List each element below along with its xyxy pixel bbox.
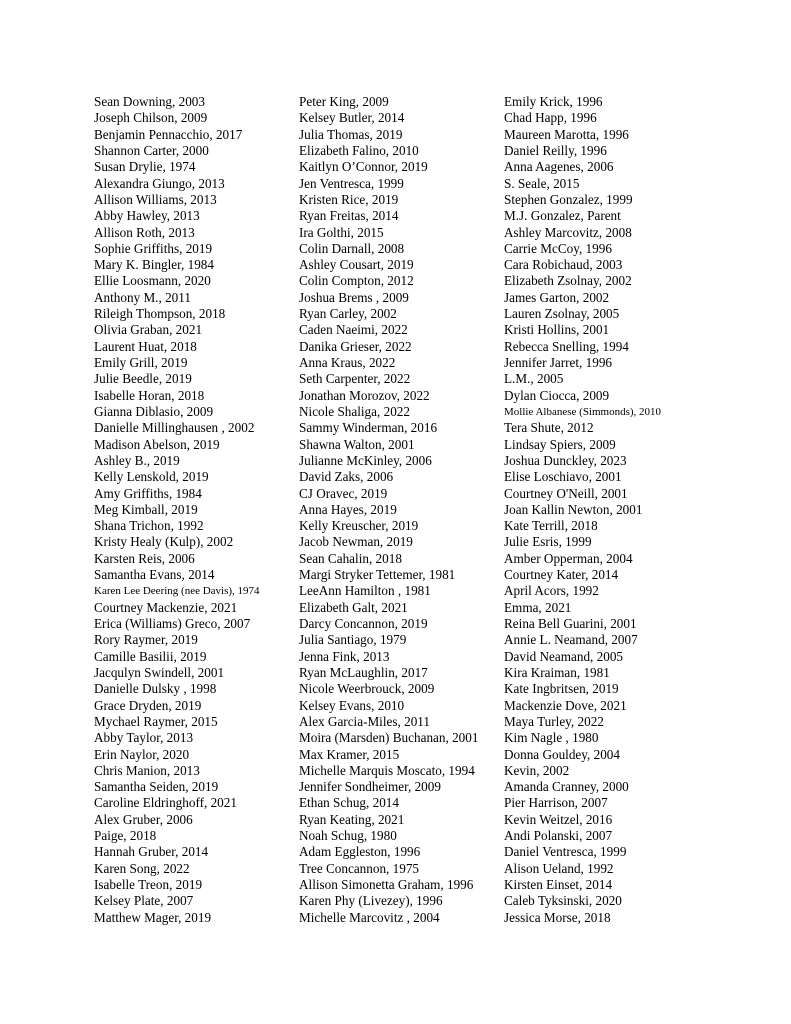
name-entry: Kristy Healy (Kulp), 2002	[94, 534, 234, 550]
name-entry: Caroline Eldringhoff, 2021	[94, 795, 237, 811]
name-entry: Elizabeth Zsolnay, 2002	[504, 273, 632, 289]
name-entry: LeeAnn Hamilton , 1981	[299, 583, 431, 599]
name-entry: Kelly Lenskold, 2019	[94, 469, 209, 485]
name-entry: Kevin Weitzel, 2016	[504, 811, 613, 827]
name-entry: Kelly Kreuscher, 2019	[299, 518, 419, 534]
name-entry: Jacob Newman, 2019	[299, 534, 413, 550]
name-entry: Kaitlyn O’Connor, 2019	[299, 159, 428, 175]
name-entry: Emma, 2021	[504, 599, 572, 615]
name-entry: Allison Williams, 2013	[94, 191, 217, 207]
name-entry: Kelsey Butler, 2014	[299, 110, 405, 126]
name-entry: Julia Santiago, 1979	[299, 632, 407, 648]
name-entry: Laurent Huat, 2018	[94, 338, 197, 354]
name-entry: Alex Garcia-Miles, 2011	[299, 713, 430, 729]
name-entry: Amy Griffiths, 1984	[94, 485, 202, 501]
name-entry: Pier Harrison, 2007	[504, 795, 608, 811]
name-entry: M.J. Gonzalez, Parent	[504, 208, 621, 224]
name-entry: Camille Basilii, 2019	[94, 648, 207, 664]
name-entry: Jen Ventresca, 1999	[299, 175, 404, 191]
name-entry: Noah Schug, 1980	[299, 828, 397, 844]
name-entry: Courtney Mackenzie, 2021	[94, 599, 238, 615]
name-entry: Joseph Chilson, 2009	[94, 110, 208, 126]
name-entry: Abby Taylor, 2013	[94, 730, 194, 746]
name-entry: Karen Phy (Livezey), 1996	[299, 893, 443, 909]
name-entry: Hannah Gruber, 2014	[94, 844, 209, 860]
name-entry: Lindsay Spiers, 2009	[504, 436, 616, 452]
name-entry: Reina Bell Guarini, 2001	[504, 616, 637, 631]
name-entry: Margi Stryker Tettemer, 1981	[299, 567, 456, 583]
name-entry: Abby Hawley, 2013	[94, 208, 200, 224]
name-entry: Moira (Marsden) Buchanan, 2001	[299, 730, 479, 746]
name-entry: Julia Thomas, 2019	[299, 126, 403, 142]
name-column-1	[94, 94, 260, 926]
name-entry: James Garton, 2002	[504, 289, 610, 305]
name-entry: Shana Trichon, 1992	[94, 518, 204, 534]
name-entry: Mary K. Bingler, 1984	[94, 257, 214, 273]
name-entry: Courtney O'Neill, 2001	[504, 485, 628, 501]
name-entry: Olivia Graban, 2021	[94, 322, 203, 338]
name-entry: CJ Oravec, 2019	[299, 485, 388, 501]
name-entry: Kelsey Plate, 2007	[94, 893, 194, 909]
name-entry: Chad Happ, 1996	[504, 110, 597, 126]
name-entry: Tree Concannon, 1975	[299, 860, 420, 876]
name-entry: Julie Beedle, 2019	[94, 371, 192, 387]
name-entry: Elizabeth Galt, 2021	[299, 599, 408, 615]
name-entry: Julianne McKinley, 2006	[299, 452, 432, 468]
name-entry: Sean Cahalin, 2018	[299, 550, 402, 566]
name-entry: Alex Gruber, 2006	[94, 811, 193, 827]
name-entry: Ryan McLaughlin, 2017	[299, 664, 428, 680]
name-entry: Kevin, 2002	[504, 762, 570, 778]
name-entry: Nicole Shaliga, 2022	[299, 403, 410, 419]
name-entry: Jennifer Jarret, 1996	[504, 355, 613, 370]
name-entry: Emily Krick, 1996	[504, 94, 603, 109]
name-entry: Danielle Millinghausen , 2002	[94, 420, 255, 436]
name-entry: Allison Simonetta Graham, 1996	[299, 877, 474, 892]
name-entry: Peter King, 2009	[299, 94, 389, 109]
name-entry: Carrie McCoy, 1996	[504, 240, 612, 256]
name-entry: Grace Dryden, 2019	[94, 697, 202, 713]
name-entry: Kristi Hollins, 2001	[504, 322, 610, 338]
name-entry: Anna Aagenes, 2006	[504, 159, 614, 175]
name-entry: Kelsey Evans, 2010	[299, 697, 405, 713]
name-entry: Rebecca Snelling, 1994	[504, 338, 629, 354]
name-entry: Karsten Reis, 2006	[94, 550, 195, 566]
name-entry: Daniel Reilly, 1996	[504, 142, 607, 158]
name-column-3	[504, 94, 661, 926]
name-entry: Mollie Albanese (Simmonds), 2010	[504, 405, 662, 418]
name-entry: Julie Esris, 1999	[504, 534, 592, 550]
name-entry: Rileigh Thompson, 2018	[94, 306, 226, 322]
name-entry: Isabelle Treon, 2019	[94, 877, 203, 892]
name-entry: Caden Naeimi, 2022	[299, 322, 408, 338]
name-entry: Courtney Kater, 2014	[504, 567, 619, 583]
name-entry: Cara Robichaud, 2003	[504, 257, 623, 273]
name-entry: Colin Darnall, 2008	[299, 240, 405, 256]
name-entry: S. Seale, 2015	[504, 175, 580, 191]
name-entry: Dylan Ciocca, 2009	[504, 387, 610, 403]
name-entry: Paige, 2018	[94, 828, 157, 844]
name-entry: Matthew Mager, 2019	[94, 909, 212, 925]
name-entry: Michelle Marcovitz , 2004	[299, 909, 440, 925]
name-entry: Ira Golthi, 2015	[299, 224, 384, 240]
name-entry: Andi Polanski, 2007	[504, 828, 613, 844]
name-entry: Alison Ueland, 1992	[504, 860, 614, 876]
name-entry: Madison Abelson, 2019	[94, 436, 220, 452]
name-entry: Karen Song, 2022	[94, 860, 190, 876]
name-entry: Amanda Cranney, 2000	[504, 779, 629, 795]
name-entry: Ashley Marcovitz, 2008	[504, 224, 632, 240]
name-entry: Meg Kimball, 2019	[94, 501, 198, 517]
name-entry: Maya Turley, 2022	[504, 713, 604, 729]
name-entry: Karen Lee Deering (nee Davis), 1974	[94, 585, 260, 598]
name-entry: Jonathan Morozov, 2022	[299, 387, 430, 403]
name-entry: Kate Ingbritsen, 2019	[504, 681, 619, 697]
name-entry: Ethan Schug, 2014	[299, 795, 399, 811]
name-entry: Seth Carpenter, 2022	[299, 371, 411, 387]
name-entry: Erin Naylor, 2020	[94, 746, 190, 762]
name-entry: Anna Hayes, 2019	[299, 501, 397, 517]
name-entry: Isabelle Horan, 2018	[94, 387, 205, 403]
name-entry: Joshua Brems , 2009	[299, 289, 409, 305]
name-entry: Danika Grieser, 2022	[299, 338, 412, 354]
name-entry: Daniel Ventresca, 1999	[504, 844, 627, 860]
name-entry: Colin Compton, 2012	[299, 273, 414, 289]
name-entry: Mackenzie Dove, 2021	[504, 697, 627, 713]
name-entry: April Acors, 1992	[504, 583, 599, 599]
name-entry: Max Kramer, 2015	[299, 746, 400, 762]
name-entry: Caleb Tyksinski, 2020	[504, 893, 622, 909]
name-entry: Sammy Winderman, 2016	[299, 420, 438, 436]
name-entry: Susan Drylie, 1974	[94, 159, 196, 175]
name-entry: Samantha Seiden, 2019	[94, 779, 219, 795]
name-entry: Tera Shute, 2012	[504, 420, 594, 436]
name-entry: Sophie Griffiths, 2019	[94, 240, 213, 256]
name-entry: Joan Kallin Newton, 2001	[504, 501, 643, 517]
name-entry: Emily Grill, 2019	[94, 355, 188, 370]
name-entry: Ryan Keating, 2021	[299, 811, 405, 827]
name-entry: Benjamin Pennacchio, 2017	[94, 126, 243, 142]
name-entry: Lauren Zsolnay, 2005	[504, 306, 620, 322]
name-entry: Donna Gouldey, 2004	[504, 746, 620, 762]
name-entry: Elise Loschiavo, 2001	[504, 469, 622, 485]
name-entry: Elizabeth Falino, 2010	[299, 142, 419, 158]
name-entry: Erica (Williams) Greco, 2007	[94, 616, 251, 631]
name-entry: Mychael Raymer, 2015	[94, 713, 218, 729]
name-entry: Chris Manion, 2013	[94, 762, 200, 778]
name-entry: Shannon Carter, 2000	[94, 142, 209, 158]
name-entry: Kirsten Einset, 2014	[504, 877, 613, 892]
name-entry: Annie L. Neamand, 2007	[504, 632, 638, 648]
name-entry: L.M., 2005	[504, 371, 564, 387]
name-entry: Kristen Rice, 2019	[299, 191, 399, 207]
name-entry: Alexandra Giungo, 2013	[94, 175, 225, 191]
name-entry: Kim Nagle , 1980	[504, 730, 599, 746]
name-entry: Ellie Loosmann, 2020	[94, 273, 211, 289]
name-entry: Anthony M., 2011	[94, 289, 191, 305]
name-entry: Ryan Carley, 2002	[299, 306, 397, 322]
name-entry: Michelle Marquis Moscato, 1994	[299, 762, 475, 778]
name-entry: Adam Eggleston, 1996	[299, 844, 421, 860]
name-entry: Gianna Diblasio, 2009	[94, 403, 214, 419]
name-entry: Danielle Dulsky , 1998	[94, 681, 217, 697]
name-column-2	[299, 94, 478, 926]
name-entry: Amber Opperman, 2004	[504, 550, 633, 566]
name-entry: Ashley Cousart, 2019	[299, 257, 414, 273]
name-entry: Rory Raymer, 2019	[94, 632, 198, 648]
name-entry: Jacqulyn Swindell, 2001	[94, 664, 225, 680]
name-entry: Stephen Gonzalez, 1999	[504, 191, 633, 207]
name-entry: Allison Roth, 2013	[94, 224, 195, 240]
name-entry: Jennifer Sondheimer, 2009	[299, 779, 441, 795]
name-entry: Jessica Morse, 2018	[504, 909, 611, 925]
name-entry: Ashley B., 2019	[94, 452, 180, 468]
name-entry: Sean Downing, 2003	[94, 94, 205, 109]
name-entry: Maureen Marotta, 1996	[504, 126, 629, 142]
name-entry: Ryan Freitas, 2014	[299, 208, 399, 224]
name-entry: Kira Kraiman, 1981	[504, 664, 610, 680]
name-entry: Joshua Dunckley, 2023	[504, 452, 627, 468]
name-entry: Kate Terrill, 2018	[504, 518, 598, 534]
name-entry: Darcy Concannon, 2019	[299, 616, 428, 631]
name-entry: Shawna Walton, 2001	[299, 436, 415, 452]
name-entry: Nicole Weerbrouck, 2009	[299, 681, 435, 697]
name-entry: Jenna Fink, 2013	[299, 648, 390, 664]
name-entry: David Zaks, 2006	[299, 469, 394, 485]
name-entry: David Neamand, 2005	[504, 648, 624, 664]
name-entry: Anna Kraus, 2022	[299, 355, 396, 370]
name-entry: Samantha Evans, 2014	[94, 567, 215, 583]
